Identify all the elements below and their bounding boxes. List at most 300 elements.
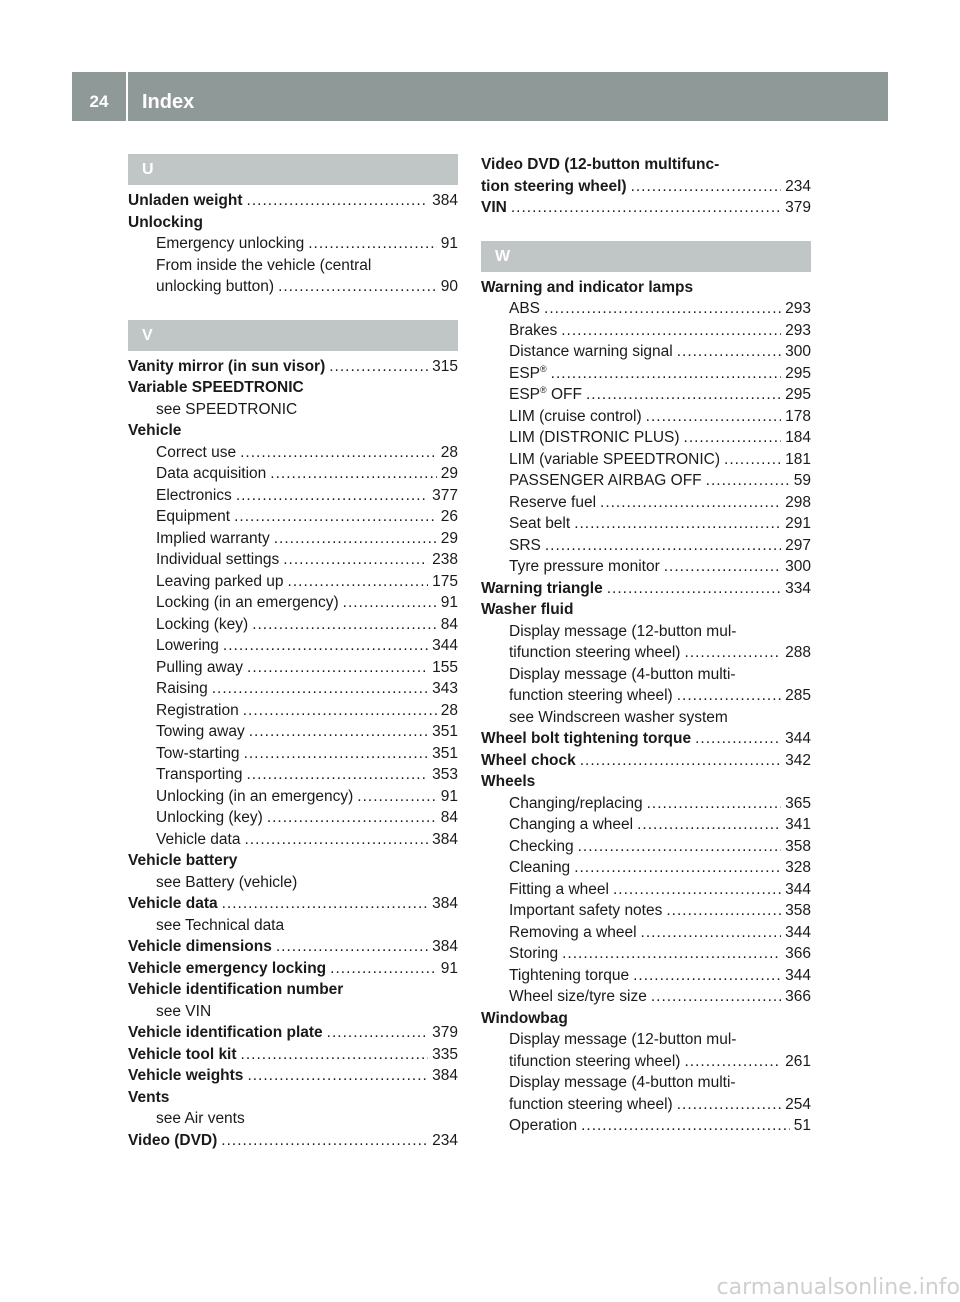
entry-text: Distance warning signal	[509, 343, 673, 360]
leader-dots	[677, 685, 781, 707]
page-ref: 295	[785, 386, 811, 403]
entry-text: Registration	[156, 701, 239, 719]
index-subentry	[481, 363, 811, 385]
page-ref: 344	[785, 730, 811, 747]
entry-text: Wheel size/tyre size	[509, 988, 647, 1005]
registered-mark: ®	[540, 363, 547, 374]
index-subentry	[481, 707, 811, 729]
page-ref: 344	[785, 880, 811, 898]
leader-dots	[545, 535, 781, 557]
page-ref: 300	[785, 558, 811, 575]
page-ref: 285	[785, 687, 811, 704]
entry-text: Implied warranty	[156, 529, 270, 547]
leader-dots	[278, 276, 437, 298]
leader-dots	[706, 470, 790, 492]
index-subentry	[481, 1051, 811, 1073]
entry-text: Tow-starting	[156, 744, 240, 762]
entry-text: Changing a wheel	[509, 816, 634, 833]
entry-text: Washer fluid	[481, 601, 574, 618]
index-subentry	[128, 764, 458, 786]
entry-text: Vehicle battery	[128, 852, 238, 869]
index-subentry	[481, 836, 811, 858]
index-entry	[481, 599, 811, 621]
page-ref: 384	[432, 1067, 458, 1084]
index-subentry	[481, 965, 811, 987]
watermark: carmanualsonline.info	[716, 1275, 960, 1300]
index-entry	[128, 190, 458, 212]
index-subentry	[481, 341, 811, 363]
index-subentry	[128, 255, 458, 277]
index-entry	[128, 958, 458, 980]
entry-text: Locking (in an emergency)	[156, 594, 339, 611]
index-subentry	[128, 233, 458, 255]
entry-text: Display message (12-button mul-	[509, 1031, 737, 1048]
entry-text: Vehicle data	[156, 830, 241, 848]
leader-dots	[586, 384, 781, 406]
page-ref: 344	[432, 637, 458, 654]
index-column-left	[128, 154, 458, 1151]
entry-text: Lowering	[156, 637, 219, 654]
index-subentry	[481, 879, 811, 901]
index-entry	[128, 1130, 458, 1152]
index-subentry	[481, 642, 811, 664]
entry-text: see SPEEDTRONIC	[156, 400, 298, 418]
entry-text: Vehicle data	[128, 895, 218, 912]
page-number: 24	[89, 92, 109, 111]
entry-text: Vehicle dimensions	[128, 938, 272, 955]
entry-text: Checking	[509, 837, 574, 855]
page-ref: 261	[785, 1052, 811, 1070]
entry-text: Reserve fuel	[509, 493, 597, 511]
page-ref: 351	[432, 744, 458, 762]
page-ref: 344	[785, 923, 811, 941]
entry-text: PASSENGER AIRBAG OFF	[509, 472, 702, 489]
section-gap	[128, 298, 458, 320]
page-ref: 91	[440, 235, 458, 252]
index-subentry	[481, 900, 811, 922]
page-ref: 365	[785, 794, 811, 812]
entry-text: Vanity mirror (in sun visor)	[128, 357, 326, 375]
leader-dots	[243, 700, 437, 722]
page-ref: 84	[440, 809, 458, 826]
page-ref: 26	[440, 508, 458, 525]
index-subentry	[481, 320, 811, 342]
leader-dots	[646, 406, 781, 428]
index-entry	[481, 728, 811, 750]
page-ref: 335	[432, 1045, 458, 1063]
leader-dots	[633, 965, 781, 987]
leader-dots	[631, 176, 782, 198]
section-gap	[481, 219, 811, 241]
entry-text: Unlocking (in an emergency)	[156, 787, 354, 805]
page-ref: 300	[785, 343, 811, 360]
leader-dots	[684, 427, 782, 449]
index-subentry	[481, 427, 811, 449]
index-subentry	[128, 915, 458, 937]
leader-dots	[247, 657, 428, 679]
leader-dots	[651, 986, 781, 1008]
leader-dots	[684, 1051, 781, 1073]
leader-dots	[574, 857, 781, 879]
entry-text: Electronics	[156, 486, 232, 504]
entry-text: Vehicle	[128, 422, 182, 439]
index-entry	[128, 420, 458, 442]
entry-text: Display message (12-button mul-	[509, 622, 737, 640]
leader-dots	[580, 750, 781, 772]
entry-text: Display message (4-button multi-	[509, 1074, 736, 1091]
index-column-right	[481, 154, 811, 1137]
index-entry	[128, 1044, 458, 1066]
index-entry	[128, 377, 458, 399]
index-subentry	[481, 664, 811, 686]
entry-text: Fitting a wheel	[509, 880, 609, 898]
entry-text: Individual settings	[156, 551, 280, 568]
page-ref: 234	[432, 1131, 458, 1149]
page-ref: 353	[432, 766, 458, 783]
index-subentry	[481, 470, 811, 492]
page-ref: 184	[785, 429, 811, 446]
page-ref: 288	[785, 644, 811, 661]
entry-text: Important safety notes	[509, 902, 663, 919]
leader-dots	[343, 592, 437, 614]
page-ref: 238	[432, 551, 458, 568]
page-ref: 155	[432, 658, 458, 676]
index-entry	[128, 936, 458, 958]
entry-text: Raising	[156, 680, 208, 697]
index-subentry	[481, 685, 811, 707]
entry-text: function steering wheel)	[509, 687, 673, 704]
entry-text: Brakes	[509, 321, 558, 339]
entry-text: see VIN	[156, 1002, 212, 1020]
page-ref: 328	[785, 859, 811, 876]
entry-text: Transporting	[156, 766, 243, 783]
section-title: Index	[142, 91, 195, 113]
leader-dots	[252, 614, 437, 636]
page-ref: 91	[440, 594, 458, 611]
index-entry	[481, 578, 811, 600]
index-entry	[481, 1008, 811, 1030]
index-subentry	[128, 743, 458, 765]
entry-text: Vehicle emergency locking	[128, 959, 327, 977]
index-letter-heading: V	[128, 320, 458, 351]
entry-text: see Technical data	[156, 916, 285, 934]
index-subentry	[481, 1072, 811, 1094]
leader-dots	[607, 578, 781, 600]
entry-text: LIM (cruise control)	[509, 407, 642, 425]
index-subentry	[481, 943, 811, 965]
entry-text: ABS	[509, 300, 541, 317]
entry-text: see Air vents	[156, 1110, 245, 1127]
page-ref: 254	[785, 1095, 811, 1113]
leader-dots	[562, 943, 781, 965]
page-ref: 28	[440, 443, 458, 461]
entry-text: Vehicle weights	[128, 1067, 244, 1084]
index-entry	[128, 212, 458, 234]
index-subentry	[128, 700, 458, 722]
entry-text: Tyre pressure monitor	[509, 558, 660, 575]
page-ref: 366	[785, 988, 811, 1005]
leader-dots	[246, 764, 428, 786]
index-entry	[481, 176, 811, 198]
index-letter-heading: U	[128, 154, 458, 185]
leader-dots	[274, 528, 437, 550]
index-subentry	[481, 621, 811, 643]
index-subentry	[128, 592, 458, 614]
page-ref: 90	[440, 278, 458, 295]
index-subentry	[481, 1115, 811, 1137]
page-ref: 293	[785, 321, 811, 339]
entry-text: tifunction steering wheel)	[509, 644, 681, 661]
index-subentry	[128, 614, 458, 636]
leader-dots	[574, 513, 781, 535]
entry-text: From inside the vehicle (central	[156, 256, 372, 274]
leader-dots	[581, 1115, 790, 1137]
index-subentry	[481, 298, 811, 320]
index-subentry	[128, 463, 458, 485]
page-ref: 51	[793, 1117, 811, 1134]
page-ref: 59	[793, 472, 811, 489]
page-ref: 384	[432, 192, 458, 209]
leader-dots	[561, 320, 781, 342]
index-subentry	[128, 657, 458, 679]
index-entry	[481, 197, 811, 219]
index-subentry	[128, 721, 458, 743]
page-ref: 358	[785, 902, 811, 919]
index-subentry	[481, 449, 811, 471]
entry-text: ESP® OFF	[509, 384, 582, 403]
index-subentry	[128, 485, 458, 507]
entry-text: Storing	[509, 945, 559, 962]
index-entry	[481, 771, 811, 793]
index-entry	[128, 979, 458, 1001]
page-ref: 344	[785, 966, 811, 984]
page-ref: 379	[785, 199, 811, 216]
entry-text: VIN	[481, 199, 507, 216]
page-ref: 343	[432, 680, 458, 697]
page-ref: 91	[440, 787, 458, 805]
entry-text: tifunction steering wheel)	[509, 1052, 681, 1070]
index-subentry	[128, 571, 458, 593]
page-ref: 384	[432, 895, 458, 912]
leader-dots	[551, 363, 781, 385]
leader-dots	[212, 678, 428, 700]
index-subentry	[481, 492, 811, 514]
leader-dots	[647, 793, 782, 815]
entry-text: Video DVD (12-button multifunc-	[481, 156, 720, 173]
page-ref: 384	[432, 938, 458, 955]
leader-dots	[578, 836, 782, 858]
entry-text: Vents	[128, 1088, 170, 1106]
entry-text: Vehicle tool kit	[128, 1045, 237, 1063]
leader-dots	[234, 506, 437, 528]
index-subentry	[128, 678, 458, 700]
page-ref: 342	[785, 751, 811, 769]
index-subentry	[481, 986, 811, 1008]
page-ref: 341	[785, 816, 811, 833]
entry-text: Equipment	[156, 508, 231, 525]
leader-dots	[329, 356, 428, 378]
leader-dots	[664, 556, 781, 578]
entry-text: Seat belt	[509, 515, 571, 532]
page-ref: 178	[785, 407, 811, 425]
index-subentry	[128, 829, 458, 851]
entry-text: LIM (DISTRONIC PLUS)	[509, 429, 680, 446]
page-ref: 315	[432, 357, 458, 375]
header-divider	[126, 72, 128, 121]
index-subentry	[128, 635, 458, 657]
page-ref: 29	[440, 529, 458, 547]
page-ref: 298	[785, 493, 811, 511]
page-ref: 297	[785, 536, 811, 554]
entry-text: Warning and indicator lamps	[481, 278, 694, 296]
index-subentry	[128, 1001, 458, 1023]
page-ref: 91	[440, 959, 458, 977]
index-subentry	[128, 442, 458, 464]
index-subentry	[128, 276, 458, 298]
entry-text: Changing/replacing	[509, 794, 643, 812]
entry-text: Video (DVD)	[128, 1131, 218, 1149]
entry-text: ESP®	[509, 363, 547, 382]
entry-text: Vehicle identification number	[128, 981, 344, 998]
page-ref: 384	[432, 830, 458, 848]
index-entry	[128, 356, 458, 378]
page-ref: 291	[785, 515, 811, 532]
entry-text: SRS	[509, 536, 541, 554]
entry-text: Cleaning	[509, 859, 571, 876]
index-subentry	[481, 814, 811, 836]
leader-dots	[666, 900, 781, 922]
entry-text: Locking (key)	[156, 615, 249, 633]
index-subentry	[481, 535, 811, 557]
page-ref: 377	[432, 486, 458, 504]
leader-dots	[236, 485, 428, 507]
entry-text: see Battery (vehicle)	[156, 873, 298, 891]
leader-dots	[221, 1130, 428, 1152]
leader-dots	[724, 449, 781, 471]
leader-dots	[247, 1065, 428, 1087]
index-subentry	[128, 528, 458, 550]
leader-dots	[613, 879, 781, 901]
entry-text: function steering wheel)	[509, 1095, 673, 1113]
page-ref: 379	[432, 1024, 458, 1041]
index-subentry	[481, 922, 811, 944]
entry-text: Removing a wheel	[509, 923, 637, 941]
index-subentry	[481, 384, 811, 406]
leader-dots	[327, 1022, 428, 1044]
leader-dots	[244, 743, 429, 765]
page-ref: 84	[440, 615, 458, 633]
index-entry	[128, 893, 458, 915]
page-header	[72, 72, 888, 121]
entry-text: Warning triangle	[481, 579, 603, 597]
entry-text: Display message (4-button multi-	[509, 665, 736, 683]
entry-text: Towing away	[156, 723, 245, 740]
leader-dots	[223, 635, 428, 657]
index-subentry	[481, 556, 811, 578]
leader-dots	[283, 549, 428, 571]
leader-dots	[695, 728, 781, 750]
leader-dots	[247, 190, 429, 212]
leader-dots	[637, 814, 781, 836]
entry-text: Emergency unlocking	[156, 235, 305, 252]
entry-text: LIM (variable SPEEDTRONIC)	[509, 450, 721, 468]
page-ref: 295	[785, 364, 811, 382]
index-subentry	[128, 1108, 458, 1130]
entry-text: Leaving parked up	[156, 572, 284, 590]
entry-text: see Windscreen washer system	[509, 708, 728, 726]
entry-text: Pulling away	[156, 658, 244, 676]
leader-dots	[330, 958, 437, 980]
index-entry	[128, 1022, 458, 1044]
index-subentry	[128, 872, 458, 894]
index-entry	[481, 154, 811, 176]
page-ref: 358	[785, 837, 811, 855]
index-entry	[128, 1087, 458, 1109]
leader-dots	[241, 1044, 429, 1066]
index-subentry	[128, 786, 458, 808]
entry-text: Unlocking (key)	[156, 809, 263, 826]
index-entry	[481, 750, 811, 772]
page-ref: 293	[785, 300, 811, 317]
entry-text: Wheel bolt tightening torque	[481, 730, 692, 747]
page-ref: 234	[785, 177, 811, 195]
index-subentry	[481, 1029, 811, 1051]
index-subentry	[481, 857, 811, 879]
leader-dots	[677, 341, 781, 363]
entry-text: Data acquisition	[156, 465, 267, 482]
page-ref: 334	[785, 579, 811, 597]
leader-dots	[249, 721, 428, 743]
leader-dots	[244, 829, 428, 851]
index-subentry	[481, 793, 811, 815]
entry-text: tion steering wheel)	[481, 177, 627, 195]
registered-mark: ®	[540, 384, 547, 395]
entry-text: unlocking button)	[156, 278, 275, 295]
leader-dots	[677, 1094, 781, 1116]
index-entry	[128, 1065, 458, 1087]
entry-text: Vehicle identification plate	[128, 1024, 323, 1041]
leader-dots	[222, 893, 429, 915]
index-subentry	[128, 399, 458, 421]
leader-dots	[240, 442, 437, 464]
index-entry	[128, 850, 458, 872]
entry-text: Unladen weight	[128, 192, 243, 209]
leader-dots	[276, 936, 428, 958]
leader-dots	[641, 922, 782, 944]
page-ref: 29	[440, 465, 458, 482]
entry-text: Correct use	[156, 443, 237, 461]
page-ref: 181	[785, 450, 811, 468]
index-subentry	[128, 807, 458, 829]
leader-dots	[267, 807, 437, 829]
leader-dots	[288, 571, 429, 593]
page-ref: 175	[432, 572, 458, 590]
page-ref: 28	[440, 701, 458, 719]
index-subentry	[481, 406, 811, 428]
entry-text: Wheels	[481, 773, 536, 790]
leader-dots	[511, 197, 781, 219]
index-subentry	[128, 549, 458, 571]
page-ref: 366	[785, 945, 811, 962]
index-subentry	[481, 1094, 811, 1116]
index-letter-heading: W	[481, 241, 811, 272]
entry-text: Wheel chock	[481, 751, 576, 769]
leader-dots	[544, 298, 781, 320]
index-subentry	[481, 513, 811, 535]
index-subentry	[128, 506, 458, 528]
entry-text: Variable SPEEDTRONIC	[128, 379, 304, 396]
leader-dots	[357, 786, 436, 808]
